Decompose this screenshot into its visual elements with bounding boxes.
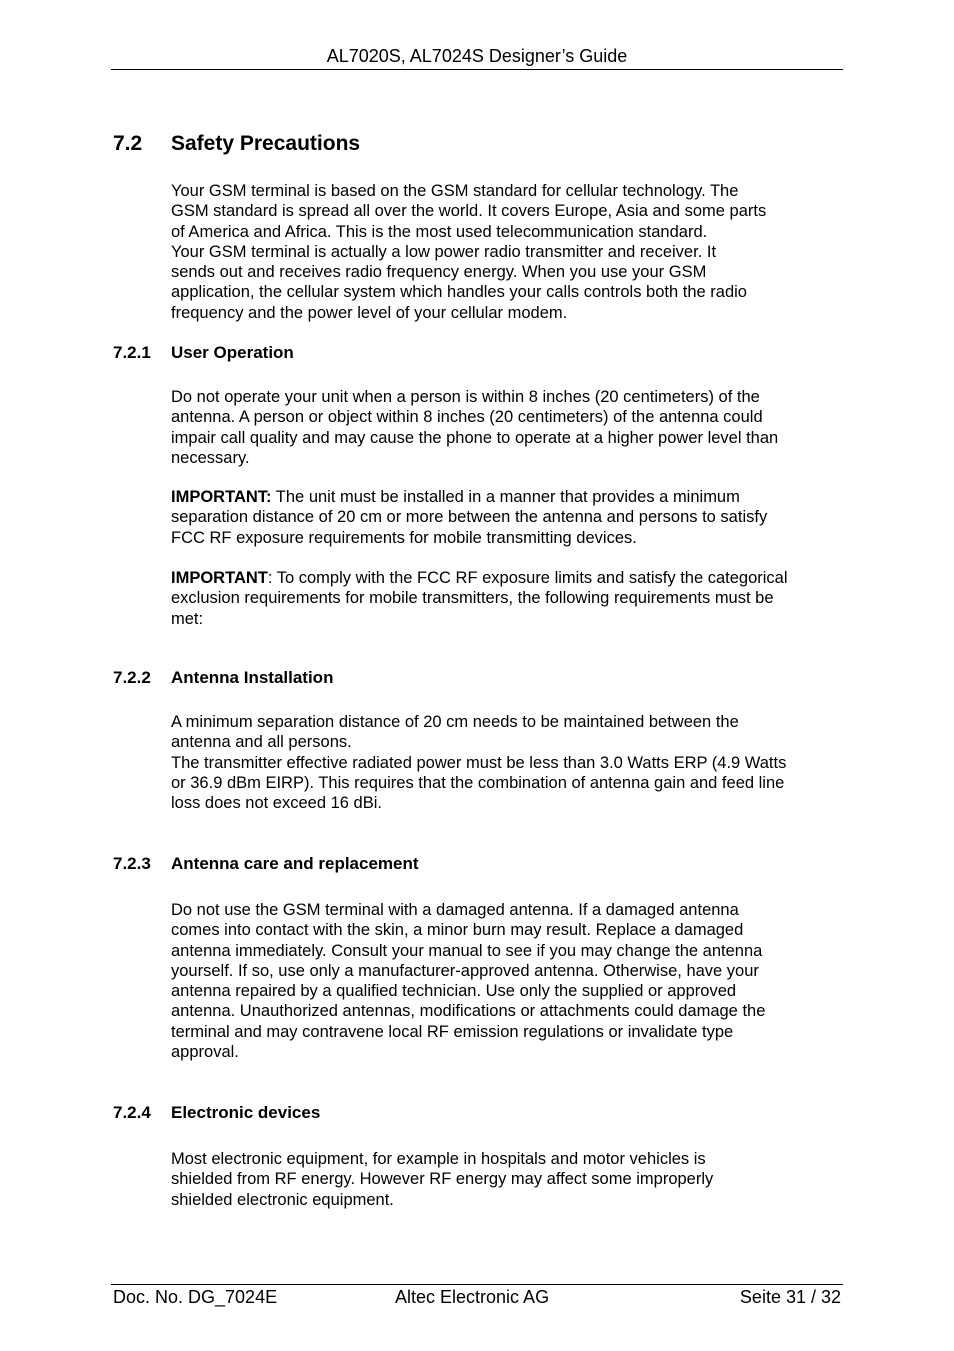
important-label: IMPORTANT: xyxy=(171,488,272,506)
subsection-heading-antenna-installation: 7.2.2 Antenna Installation xyxy=(113,668,334,687)
footer-company: Altec Electronic AG xyxy=(395,1287,550,1307)
header-rule xyxy=(111,69,843,70)
important-note-2: IMPORTANT: To comply with the FCC RF exposure limits and satisfy the categorical exclusion requirements for mobile transmitters, the following requirements must be met: xyxy=(171,569,788,628)
user-operation-paragraph: Do not operate your unit when a person is within 8 inches (20 centimeters) of the antenna. A person or object within 8 inches (20 centimeters) of the antenna could impair call quality and may cause the phone to operate at a higher power level than necessary. xyxy=(171,388,779,467)
antenna-installation-paragraph: A minimum separation distance of 20 cm needs to be maintained between the antenna and all persons. The transmitter effective radiated power must be less than 3.0 Watts ERP (4.9 Watts or 36.9 dBm EIRP). This requires that the combination of antenna gain and feed line loss does not exceed 16 dBi. xyxy=(171,713,787,813)
footer-page-number: Seite 31 / 32 xyxy=(739,1287,841,1307)
subsection-heading-antenna-care: 7.2.3 Antenna care and replacement xyxy=(113,854,419,873)
important-label: IMPORTANT xyxy=(171,569,268,587)
section-heading xyxy=(113,131,360,157)
electronic-devices-paragraph: Most electronic equipment, for example in hospitals and motor vehicles is shielded from RF energy. However RF energy may affect some improperly shielded electronic equipment. xyxy=(171,1150,714,1209)
section-number: 7.2 xyxy=(113,132,143,155)
section-title: Safety Precautions xyxy=(171,132,361,155)
footer-rule xyxy=(111,1284,843,1285)
important-note-1: IMPORTANT: The unit must be installed in a manner that provides a minimum separation distance of 20 cm or more between the antenna and persons to satisfy FCC RF exposure requirements for mobile transmitting devices. xyxy=(171,488,768,547)
antenna-care-paragraph: Do not use the GSM terminal with a damaged antenna. If a damaged antenna comes into contact with the skin, a minor burn may result. Replace a damaged antenna immediately. Consult your manual to see if you may change the antenna yourself. If so, use only a manufacturer-approved antenna. Otherwise, have your antenna repaired by a qualified technician. Use only the supplied or approved antenna. Unauthorized antennas, modifications or attachments could damage the terminal and may contravene local RF emission regulations or invalidate type approval. xyxy=(171,901,766,1062)
intro-paragraph: Your GSM terminal is based on the GSM standard for cellular technology. The GSM standard is spread all over the world. It covers Europe, Asia and some parts of America and Africa. This is the most used telecommunication standard. Your GSM terminal is actually a low power radio transmitter and receiver. It sends out and receives radio frequency energy. When you use your GSM application, the cellular system which handles your calls controls both the radio frequency and the power level of your cellular modem. xyxy=(171,182,767,322)
footer-doc-number: Doc. No. DG_7024E xyxy=(113,1287,278,1307)
subsection-heading-electronic-devices: 7.2.4 Electronic devices xyxy=(113,1103,321,1122)
subsection-heading-user-operation: 7.2.1 User Operation xyxy=(113,343,294,362)
header-title: AL7020S, AL7024S Designer’s Guide xyxy=(326,46,628,66)
